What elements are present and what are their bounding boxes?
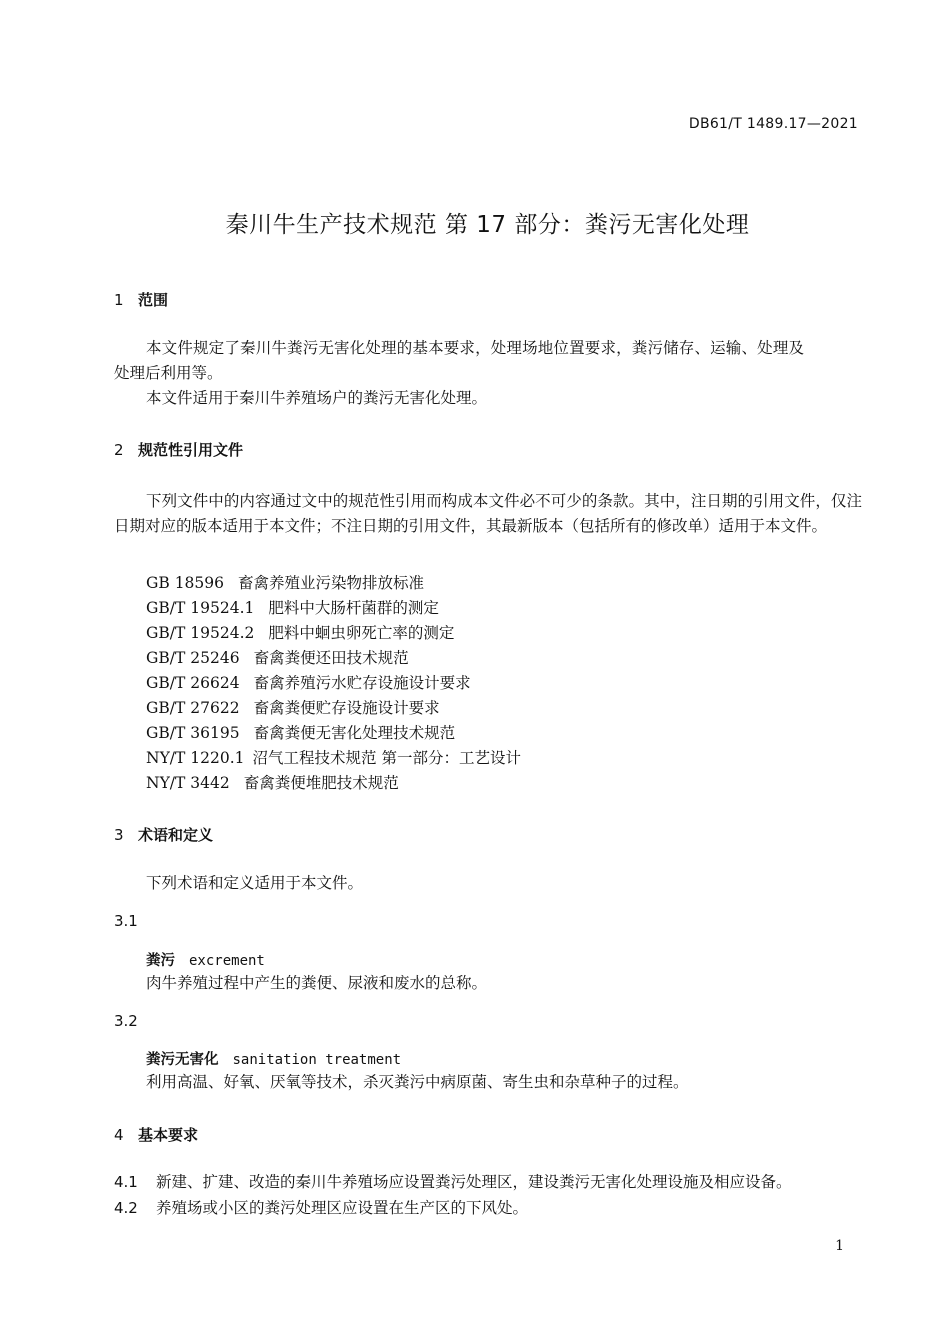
section-title: 范围 [138,291,169,309]
clause-item [114,1170,792,1192]
scope-paragraph-1: 本文件规定了秦川牛粪污无害化处理的基本要求，处理场地位置要求，粪污储存、运输、处理及处理后利用等。 [114,339,804,382]
term-entry [146,949,265,970]
clause-text: 养殖场或小区的粪污处理区应设置在生产区的下风处。 [156,1199,529,1217]
reference-item: GB/T 25246 畜禽粪便还田技术规范 [146,649,409,667]
term-entry [146,1048,401,1069]
clause-text: 新建、扩建、改造的秦川牛养殖场应设置粪污处理区，建设粪污无害化处理设施及相应设备。 [156,1173,792,1191]
section-title: 基本要求 [138,1126,199,1144]
clause-number: 4.1 [114,1173,138,1191]
reference-item: GB 18596 畜禽养殖业污染物排放标准 [146,574,425,592]
reference-item: GB/T 27622 畜禽粪便贮存设施设计要求 [146,699,440,717]
normative-intro-paragraph: 下列文件中的内容通过文中的规范性引用而构成本文件必不可少的条款。其中，注日期的引用文件，仅注日期对应的版本适用于本文件；不注日期的引用文件，其最新版本（包括所有的修改单）适用于本文件。 [114,492,862,535]
document-code: DB61/T 1489.17—2021 [688,116,858,132]
term-definition: 利用高温、好氧、厌氧等技术，杀灭粪污中病原菌、寄生虫和杂草种子的过程。 [146,1073,689,1091]
section-4-heading [114,1124,198,1145]
section-title: 规范性引用文件 [138,441,244,459]
reference-item: GB/T 19524.1 肥料中大肠杆菌群的测定 [146,599,439,617]
section-number: 1 [114,291,124,309]
term-english: sanitation treatment [232,1052,402,1068]
term-chinese: 粪污无害化 [146,1052,219,1068]
section-1-heading [114,289,168,310]
reference-item: GB/T 19524.2 肥料中蛔虫卵死亡率的测定 [146,624,455,642]
section-number: 2 [114,441,124,459]
term-definition: 肉牛养殖过程中产生的粪便、尿液和废水的总称。 [146,974,488,992]
document-title: 秦川牛生产技术规范 第 17 部分：粪污无害化处理 [225,212,750,238]
section-3-heading [114,824,213,845]
scope-paragraph-2: 本文件适用于秦川牛养殖场户的粪污无害化处理。 [146,389,488,407]
section-title: 术语和定义 [138,826,214,844]
reference-item: NY/T 3442 畜禽粪便堆肥技术规范 [146,774,399,792]
term-english: excrement [189,953,265,969]
terms-intro-paragraph: 下列术语和定义适用于本文件。 [146,874,364,892]
page-number: 1 [835,1238,844,1254]
reference-item: GB/T 36195 畜禽粪便无害化处理技术规范 [146,724,456,742]
clause-item [114,1196,528,1218]
term-number: 3.2 [114,1012,138,1030]
reference-item: GB/T 26624 畜禽养殖污水贮存设施设计要求 [146,674,471,692]
clause-number: 4.2 [114,1199,138,1217]
section-2-heading [114,439,243,460]
term-chinese: 粪污 [146,953,175,969]
reference-list [146,571,521,796]
reference-item: NY/T 1220.1 沼气工程技术规范 第一部分：工艺设计 [146,749,521,767]
term-number: 3.1 [114,912,138,930]
section-number: 3 [114,826,124,844]
section-number: 4 [114,1126,124,1144]
